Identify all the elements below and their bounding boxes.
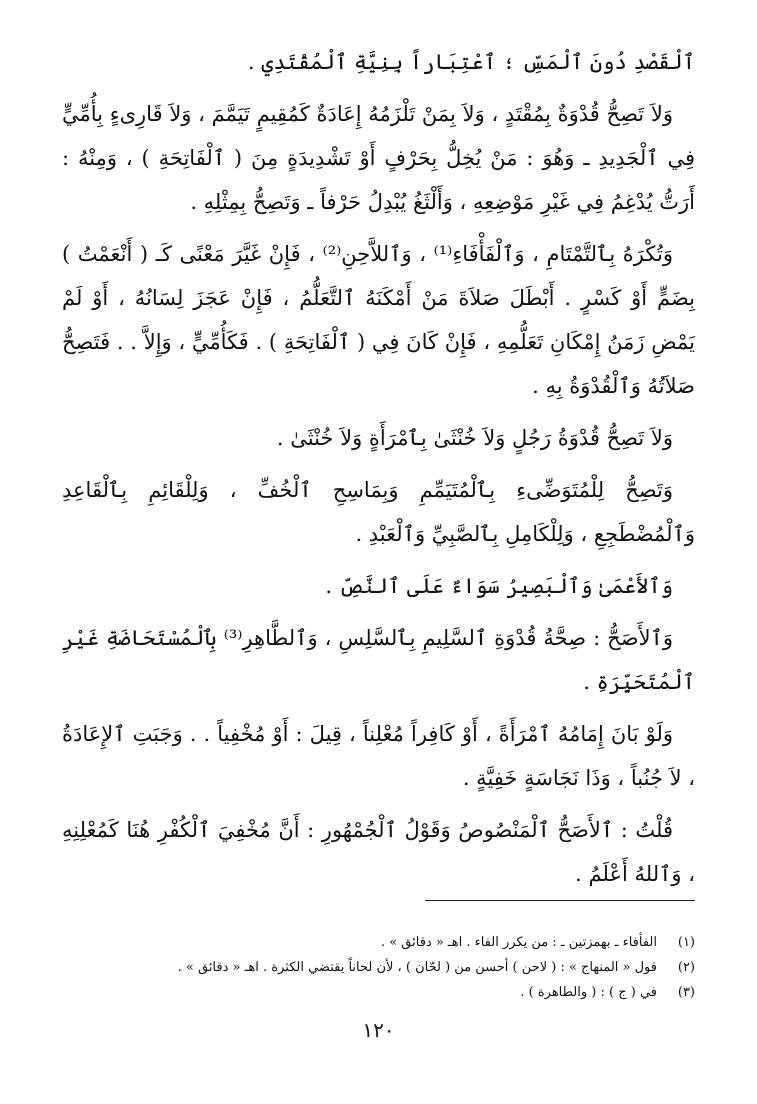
footnote-3 bbox=[62, 980, 695, 1005]
footnote-separator bbox=[425, 900, 695, 901]
paragraph-3: وَتُكْرَهُ بِٱلتَّمْتَامِ ، وَٱلْفَأْفَاءِ⁽¹⁾ ، وَٱللاَّحِنِ⁽²⁾ ، فَإِنْ غَيَّرَ مَعْنًى كَـ ( أَنْعَمْتُ ) بِضَمٍّ أَوْ كَسْرٍ . أَبْطَلَ صَلاَةَ مَنْ أَمْكَنَهُ ٱلتَّعَلُّمُ ، فَإِنْ عَجَزَ لِسَانُهُ ، أَوْ لَمْ يَمْضِ زَمَنُ إِمْكَانِ تَعَلُّمِهِ ، فَإِنْ كَانَ فِي ( ٱلْفَاتِحَةِ ) . فَكَأُمِّيٍّ ، وَإِلاَّ . . فَتَصِحُّ صَلاَتُهُ وَٱلْقُدْوَةُ بِهِ . bbox=[62, 242, 695, 398]
footnote-number: (١) bbox=[677, 935, 695, 950]
paragraph-7: وَٱلأَصَحُّ : صِحَّةُ قُدْوَةِ ٱلسَّلِيمِ بِٱلسَّلِسِ ، وَٱلطَّاهِرِ⁽³⁾ بِٱلْمُسْتَحَاضَةِ غَيْرِ ٱلْمُتَحَيِّرَةِ . bbox=[62, 626, 695, 694]
footnotes bbox=[62, 930, 695, 1005]
footnote-number: (٢) bbox=[677, 960, 695, 975]
footnote-number: (٣) bbox=[677, 985, 695, 1000]
page-number: ١٢٠ bbox=[362, 1018, 395, 1042]
paragraph-9: قُلْتُ : ٱلأَصَحُّ ٱلْمَنْصُوصُ وَقَوْلُ ٱلْجُمْهُورِ : أَنَّ مُخْفِيَ ٱلْكُفْرِ هُنَا كَمُعْلِنِهِ ، وَٱللهُ أَعْلَمُ . bbox=[62, 818, 695, 886]
paragraph-6: وَٱلأَعْمَىٰ وَٱلْبَصِيرُ سَوَاءٌ عَلَى ٱلنَّصِّ . bbox=[325, 574, 673, 598]
paragraph-1: ٱلْقَصْدِ دُونَ ٱلْمَسِّ ؛ ٱعْتِبَاراً بِنِيَّةِ ٱلْمُقْتَدِي . bbox=[247, 50, 695, 74]
main-text bbox=[62, 40, 695, 896]
paragraph-2: وَلاَ تَصِحُّ قُدْوَةٌ بِمُقْتَدٍ ، وَلاَ بِمَنْ تَلْزَمُهُ إِعَادَةٌ كَمُقِيمٍ تَيَمَّمَ ، وَلاَ قَارِىءٍ بِأُمِّيٍّ فِي ٱلْجَدِيدِ ـ وَهُوَ : مَنْ يُخِلُّ بِحَرْفٍ أَوْ تَشْدِيدَةٍ مِنَ ( ٱلْفَاتِحَةِ ) ، وَمِنْهُ : أَرَتُّ يُدْغِمُ فِي غَيْرِ مَوْضِعِهِ ، وَأَلْثَغُ يُبْدِلُ حَرْفاً ـ وَتَصِحُّ بِمِثْلِهِ . bbox=[62, 102, 695, 214]
paragraph-8: وَلَوْ بَانَ إِمَامُهُ ٱمْرَأَةً ، أَوْ كَافِراً مُعْلِناً ، قِيلَ : أَوْ مُخْفِياً . . وَجَبَتِ ٱلإِعَادَةُ ، لاَ جُنُباً ، وَذَا نَجَاسَةٍ خَفِيَّةٍ . bbox=[62, 722, 695, 790]
footnote-2 bbox=[62, 955, 695, 980]
footnote-text: قول « المنهاج » : ( لاحن ) أحسن من ( لحّان ) ، لأن لحاناً يقتضي الكثرة . اهـ « دقائق » . bbox=[177, 960, 657, 975]
footnote-1 bbox=[62, 930, 695, 955]
footnote-text: الفأفاء ـ بهمزتين ـ : من يكرر الفاء . اهـ « دقائق » . bbox=[380, 935, 657, 950]
paragraph-4: وَلاَ تَصِحُّ قُدْوَةُ رَجُلٍ وَلاَ خُنْثَىٰ بِٱمْرَأَةٍ وَلاَ خُنْثَىٰ . bbox=[276, 426, 673, 450]
footnote-text: في ( ج ) : ( والطاهرة ) . bbox=[520, 985, 657, 1000]
paragraph-5: وَتَصِحُّ لِلْمُتَوَضِّىءِ بِٱلْمُتَيَمِّمِ وَبِمَاسِحِ ٱلْخُفِّ ، وَلِلْقَائِمِ بِٱلْقَاعِدِ وَٱلْمُضْطَجِعِ ، وَلِلْكَامِلِ بِٱلصَّبِيِّ وَٱلْعَبْدِ . bbox=[62, 478, 695, 546]
